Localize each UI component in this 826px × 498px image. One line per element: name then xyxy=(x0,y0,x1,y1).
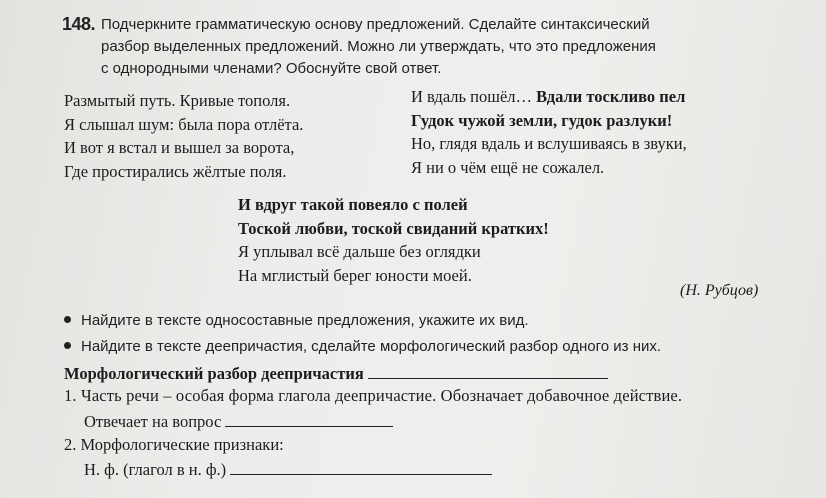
poem-stanza-2 xyxy=(411,85,687,179)
poem-line-highlighted: Вдали тоскливо пел xyxy=(536,87,686,106)
poem-line: Размытый путь. Кривые тополя. xyxy=(64,91,291,110)
task-line: Подчеркните грамматическую основу предложений. Сделайте синтаксический xyxy=(101,16,650,33)
poem-stanza-3 xyxy=(238,193,549,287)
answer-blank[interactable] xyxy=(230,460,492,475)
poem-line: Я слышал шум: была пора отлёта. xyxy=(64,114,304,134)
poem-line: И вот я встал и вышел за ворота, xyxy=(64,138,295,157)
poem-line: Где простирались жёлтые поля. xyxy=(64,161,287,181)
morph-analysis-title xyxy=(64,364,608,384)
poem-line: Но, глядя вдаль и вслушиваясь в звуки, xyxy=(411,134,687,153)
poem-line-plain: И вдаль пошёл… xyxy=(411,87,537,106)
morph-question-label: Отвечает на вопрос xyxy=(84,412,222,431)
task-line: разбор выделенных предложений. Можно ли утверждать, что это предложения xyxy=(101,38,656,55)
bullet-text: Найдите в тексте односоставные предложения, укажите их вид. xyxy=(81,312,529,329)
poem-line xyxy=(411,85,687,109)
poem-stanza-1 xyxy=(64,89,303,183)
poem-line: Я ни о чём ещё не сожалел. xyxy=(411,157,605,177)
exercise-task xyxy=(101,14,741,80)
poem-line-highlighted: И вдруг такой повеяло с полей xyxy=(238,195,468,214)
bullet-icon xyxy=(64,316,71,323)
answer-blank[interactable] xyxy=(368,364,608,379)
poem-line-highlighted: Гудок чужой земли, гудок разлуки! xyxy=(411,110,673,130)
bullet-icon xyxy=(64,342,71,349)
morph-initial-form-row xyxy=(84,460,492,480)
morph-item-2: 2. Морфологические признаки: xyxy=(64,435,284,454)
poem-author: (Н. Рубцов) xyxy=(680,282,759,299)
poem-line: Я уплывал всё дальше без оглядки xyxy=(238,242,481,261)
morph-item-1: 1. Часть речи – особая форма глагола деепричастие. Обозначает добавочное действие. xyxy=(64,386,683,405)
morph-question-row xyxy=(84,412,393,432)
bullet-task xyxy=(64,312,529,329)
task-line: с однородными членами? Обоснуйте свой ответ. xyxy=(101,60,442,77)
morph-title-text: Морфологический разбор деепричастия xyxy=(64,364,364,383)
poem-line-highlighted: Тоской любви, тоской свиданий кратких! xyxy=(238,218,549,238)
poem-line: На мглистый берег юности моей. xyxy=(238,265,472,285)
answer-blank[interactable] xyxy=(225,412,393,427)
morph-initial-form-label: Н. ф. (глагол в н. ф.) xyxy=(84,460,227,479)
bullet-task xyxy=(64,338,661,355)
bullet-text: Найдите в тексте деепричастия, сделайте морфологический разбор одного из них. xyxy=(81,338,662,355)
exercise-number: 148. xyxy=(62,14,96,34)
